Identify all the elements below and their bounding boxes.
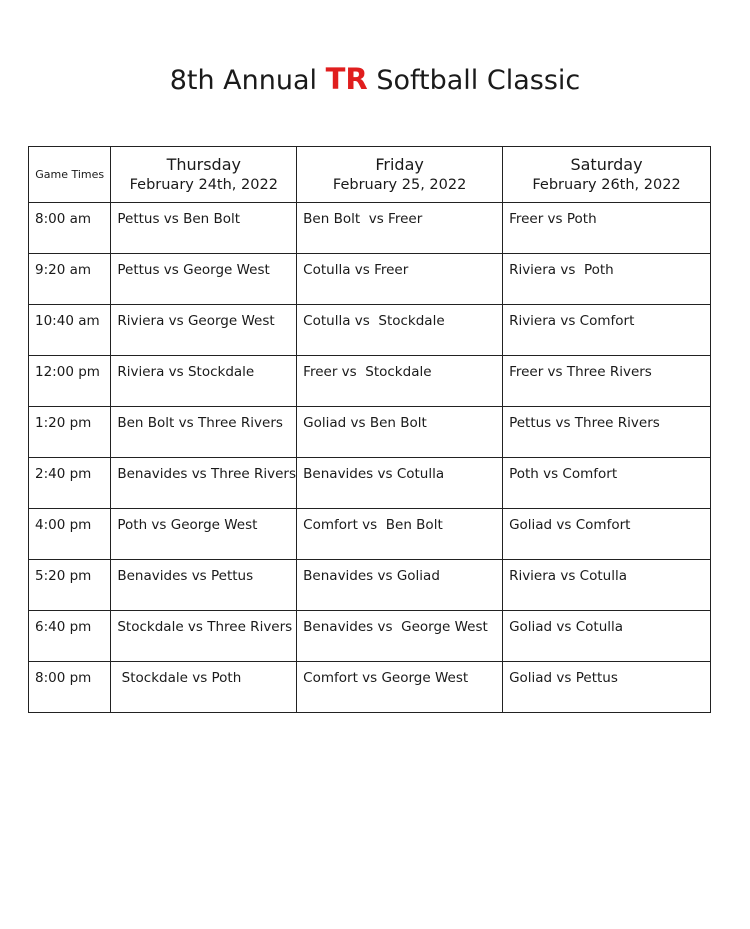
game-time-cell xyxy=(29,662,111,713)
game-time: 6:40 pm xyxy=(35,619,92,635)
table-row xyxy=(29,509,711,560)
matchup-cell xyxy=(503,203,711,254)
game-time: 1:20 pm xyxy=(35,415,92,431)
matchup: Riviera vs Stockdale xyxy=(117,364,255,380)
matchup-cell xyxy=(111,662,297,713)
game-time: 8:00 am xyxy=(35,211,92,227)
matchup: Riviera vs Cotulla xyxy=(509,568,627,584)
day-name: Friday xyxy=(375,154,424,174)
matchup-cell xyxy=(503,560,711,611)
table-row xyxy=(29,254,711,305)
schedule-table xyxy=(28,146,711,713)
matchup: Pettus vs George West xyxy=(117,262,270,278)
day-date: February 26th, 2022 xyxy=(532,176,681,193)
matchup: Poth vs George West xyxy=(117,517,258,533)
day-header-thursday xyxy=(111,147,297,203)
matchup: Benavides vs Cotulla xyxy=(303,466,445,482)
matchup-cell xyxy=(111,407,297,458)
matchup: Freer vs Stockdale xyxy=(303,364,432,380)
matchup-cell xyxy=(297,611,503,662)
matchup: Cotulla vs Stockdale xyxy=(303,313,445,329)
matchup: Ben Bolt vs Three Rivers xyxy=(117,415,283,431)
matchup-cell xyxy=(297,356,503,407)
matchup: Riviera vs Comfort xyxy=(509,313,635,329)
matchup: Comfort vs Ben Bolt xyxy=(303,517,443,533)
day-header-saturday xyxy=(503,147,711,203)
table-row xyxy=(29,203,711,254)
matchup-cell xyxy=(297,203,503,254)
game-times-header: Game Times xyxy=(29,147,111,203)
table-row xyxy=(29,305,711,356)
game-time-cell xyxy=(29,305,111,356)
game-time: 10:40 am xyxy=(35,313,100,329)
game-time-cell xyxy=(29,509,111,560)
day-date: February 25, 2022 xyxy=(332,176,467,193)
matchup: Cotulla vs Freer xyxy=(303,262,409,278)
title-accent: TR xyxy=(325,62,368,96)
matchup: Benavides vs Three Rivers xyxy=(117,466,296,482)
matchup: Benavides vs George West xyxy=(303,619,488,635)
table-row xyxy=(29,611,711,662)
table-row xyxy=(29,458,711,509)
matchup: Poth vs Comfort xyxy=(509,466,618,482)
matchup: Freer vs Poth xyxy=(509,211,597,227)
matchup-cell xyxy=(503,356,711,407)
game-time-cell xyxy=(29,254,111,305)
day-date: February 24th, 2022 xyxy=(129,176,278,193)
matchup-cell xyxy=(503,254,711,305)
game-time-cell xyxy=(29,458,111,509)
schedule-body xyxy=(29,203,711,713)
matchup-cell xyxy=(297,305,503,356)
matchup-cell xyxy=(297,407,503,458)
game-time-cell xyxy=(29,203,111,254)
table-row xyxy=(29,560,711,611)
matchup: Riviera vs Poth xyxy=(509,262,614,278)
matchup-cell xyxy=(297,560,503,611)
matchup-cell xyxy=(111,611,297,662)
matchup-cell xyxy=(503,611,711,662)
matchup: Goliad vs Pettus xyxy=(509,670,618,686)
matchup-cell xyxy=(111,254,297,305)
matchup-cell xyxy=(297,458,503,509)
matchup: Stockdale vs Poth xyxy=(117,670,242,686)
matchup-cell xyxy=(503,305,711,356)
game-time: 8:00 pm xyxy=(35,670,92,686)
day-name: Thursday xyxy=(166,154,241,174)
matchup-cell xyxy=(503,458,711,509)
game-time-cell xyxy=(29,407,111,458)
matchup-cell xyxy=(297,662,503,713)
game-time-cell xyxy=(29,356,111,407)
table-row xyxy=(29,356,711,407)
matchup-cell xyxy=(111,203,297,254)
title-suffix: Softball Classic xyxy=(367,65,581,96)
day-header-friday xyxy=(297,147,503,203)
matchup: Goliad vs Ben Bolt xyxy=(303,415,427,431)
game-time: 9:20 am xyxy=(35,262,92,278)
matchup: Ben Bolt vs Freer xyxy=(303,211,423,227)
matchup-cell xyxy=(111,458,297,509)
matchup-cell xyxy=(503,509,711,560)
day-name: Saturday xyxy=(570,154,643,174)
matchup-cell xyxy=(297,254,503,305)
matchup: Riviera vs George West xyxy=(117,313,275,329)
matchup: Comfort vs George West xyxy=(303,670,469,686)
matchup: Benavides vs Goliad xyxy=(303,568,440,584)
matchup-cell xyxy=(503,407,711,458)
matchup-cell xyxy=(503,662,711,713)
game-time: 12:00 pm xyxy=(35,364,100,380)
game-time-cell xyxy=(29,560,111,611)
title-prefix: 8th Annual xyxy=(169,65,326,96)
game-time: 5:20 pm xyxy=(35,568,92,584)
matchup-cell xyxy=(111,305,297,356)
matchup-cell xyxy=(111,356,297,407)
table-row xyxy=(29,407,711,458)
game-time: 4:00 pm xyxy=(35,517,92,533)
game-time: 2:40 pm xyxy=(35,466,92,482)
game-time-cell xyxy=(29,611,111,662)
matchup: Stockdale vs Three Rivers xyxy=(117,619,293,635)
matchup: Pettus vs Three Rivers xyxy=(509,415,660,431)
matchup-cell xyxy=(111,509,297,560)
matchup: Benavides vs Pettus xyxy=(117,568,254,584)
matchup-cell xyxy=(297,509,503,560)
header-row xyxy=(29,147,711,203)
matchup: Goliad vs Cotulla xyxy=(509,619,624,635)
page-title xyxy=(0,62,750,98)
matchup: Goliad vs Comfort xyxy=(509,517,631,533)
matchup: Pettus vs Ben Bolt xyxy=(117,211,241,227)
table-row xyxy=(29,662,711,713)
matchup-cell xyxy=(111,560,297,611)
matchup: Freer vs Three Rivers xyxy=(509,364,652,380)
